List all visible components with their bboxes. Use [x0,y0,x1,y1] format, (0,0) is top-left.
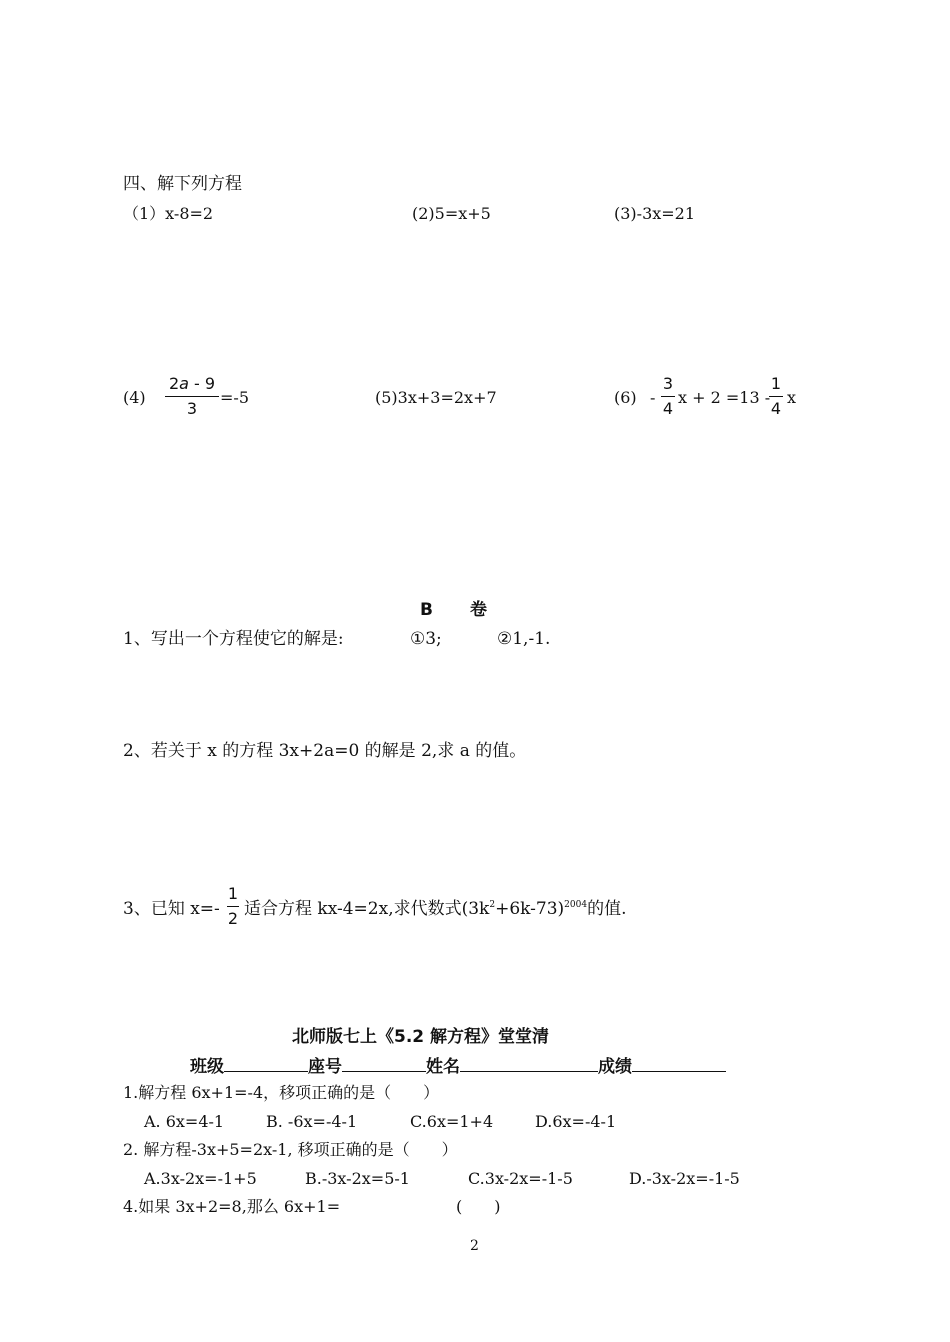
score-label: 成绩 [598,1057,632,1077]
fraction-denominator: 3 [186,399,198,418]
class-label: 班级 [190,1057,224,1077]
fraction-numerator: 3 [662,374,674,393]
name-blank [460,1055,598,1072]
quiz-question-1: 1.解方程 6x+1=-4，移项正确的是（ ） [123,1083,440,1102]
quiz-q2-option-b: B.-3x-2x=5-1 [305,1169,410,1188]
equation-4-label: (4) [123,388,146,407]
quiz-q2-option-d: D.-3x-2x=-1-5 [629,1169,740,1188]
fraction-bar [661,396,675,397]
fraction-denominator: 4 [662,399,674,418]
fraction-denominator: 2 [227,909,239,928]
equation-4-rest: =-5 [220,388,249,407]
equation-6-fraction-1 [661,375,675,418]
quiz-q1-option-d: D.6x=-4-1 [535,1112,617,1131]
equation-5: (5)3x+3=2x+7 [375,388,497,407]
quiz-q2-option-c: C.3x-2x=-1-5 [468,1169,573,1188]
equation-4-fraction [165,375,219,418]
question-b1-option-2: ②1,-1. [497,629,551,649]
equation-6-minus: - [650,388,656,407]
info-line [190,1055,726,1077]
equation-3: (3)-3x=21 [614,204,696,223]
quiz-q1-option-c: C.6x=1+4 [410,1112,494,1131]
quiz-q1-option-b: B. -6x=-4-1 [266,1112,358,1131]
quiz-title: 北师版七上《5.2 解方程》堂堂清 [292,1027,550,1047]
section-b-juan: 卷 [470,600,487,620]
fraction-numerator: 2a - 9 [168,374,216,393]
quiz-q1-option-a: A. 6x=4-1 [144,1112,225,1131]
equation-6-fraction-2 [769,375,783,418]
class-blank [224,1055,308,1072]
equation-2: (2)5=x+5 [412,204,491,223]
fraction-bar [165,396,219,397]
quiz-q4-answer-paren: ( ) [456,1197,501,1216]
fraction-bar [227,906,239,907]
section-heading: 四、解下列方程 [123,174,242,194]
fraction-denominator: 4 [770,399,782,418]
equation-1: （1）x-8=2 [123,204,214,223]
fraction-bar [769,396,783,397]
question-b3-before: 3、已知 x=- [123,899,220,919]
fraction-numerator: 1 [770,374,782,393]
equation-6-label: (6) [614,388,637,407]
superscript-2004: 2004 [564,900,588,910]
quiz-question-2: 2. 解方程-3x+5=2x-1, 移项正确的是（ ） [123,1140,458,1159]
superscript-2: 2 [489,900,496,910]
page-number: 2 [470,1238,479,1254]
question-b3-fraction [227,885,239,928]
name-label: 姓名 [426,1057,460,1077]
question-b1-option-1: ①3; [410,629,442,649]
question-b3-after: 适合方程 kx-4=2x,求代数式$(3k^2+6k-73)^{2004}$的值. [244,899,627,919]
section-b-letter: B [420,600,433,620]
quiz-q2-option-a: A.3x-2x=-1+5 [144,1169,257,1188]
equation-6-end: x [787,388,797,407]
question-b1: 1、写出一个方程使它的解是: [123,629,344,649]
seat-label: 座号 [308,1057,342,1077]
score-blank [632,1055,726,1072]
question-b2: 2、若关于 x 的方程 3x+2a=0 的解是 2,求 a 的值。 [123,741,527,761]
seat-blank [342,1055,426,1072]
quiz-question-4: 4.如果 3x+2=8,那么 6x+1= [123,1197,341,1216]
equation-6-middle: x + 2 =13 - [678,388,771,407]
fraction-numerator: 1 [227,884,239,903]
